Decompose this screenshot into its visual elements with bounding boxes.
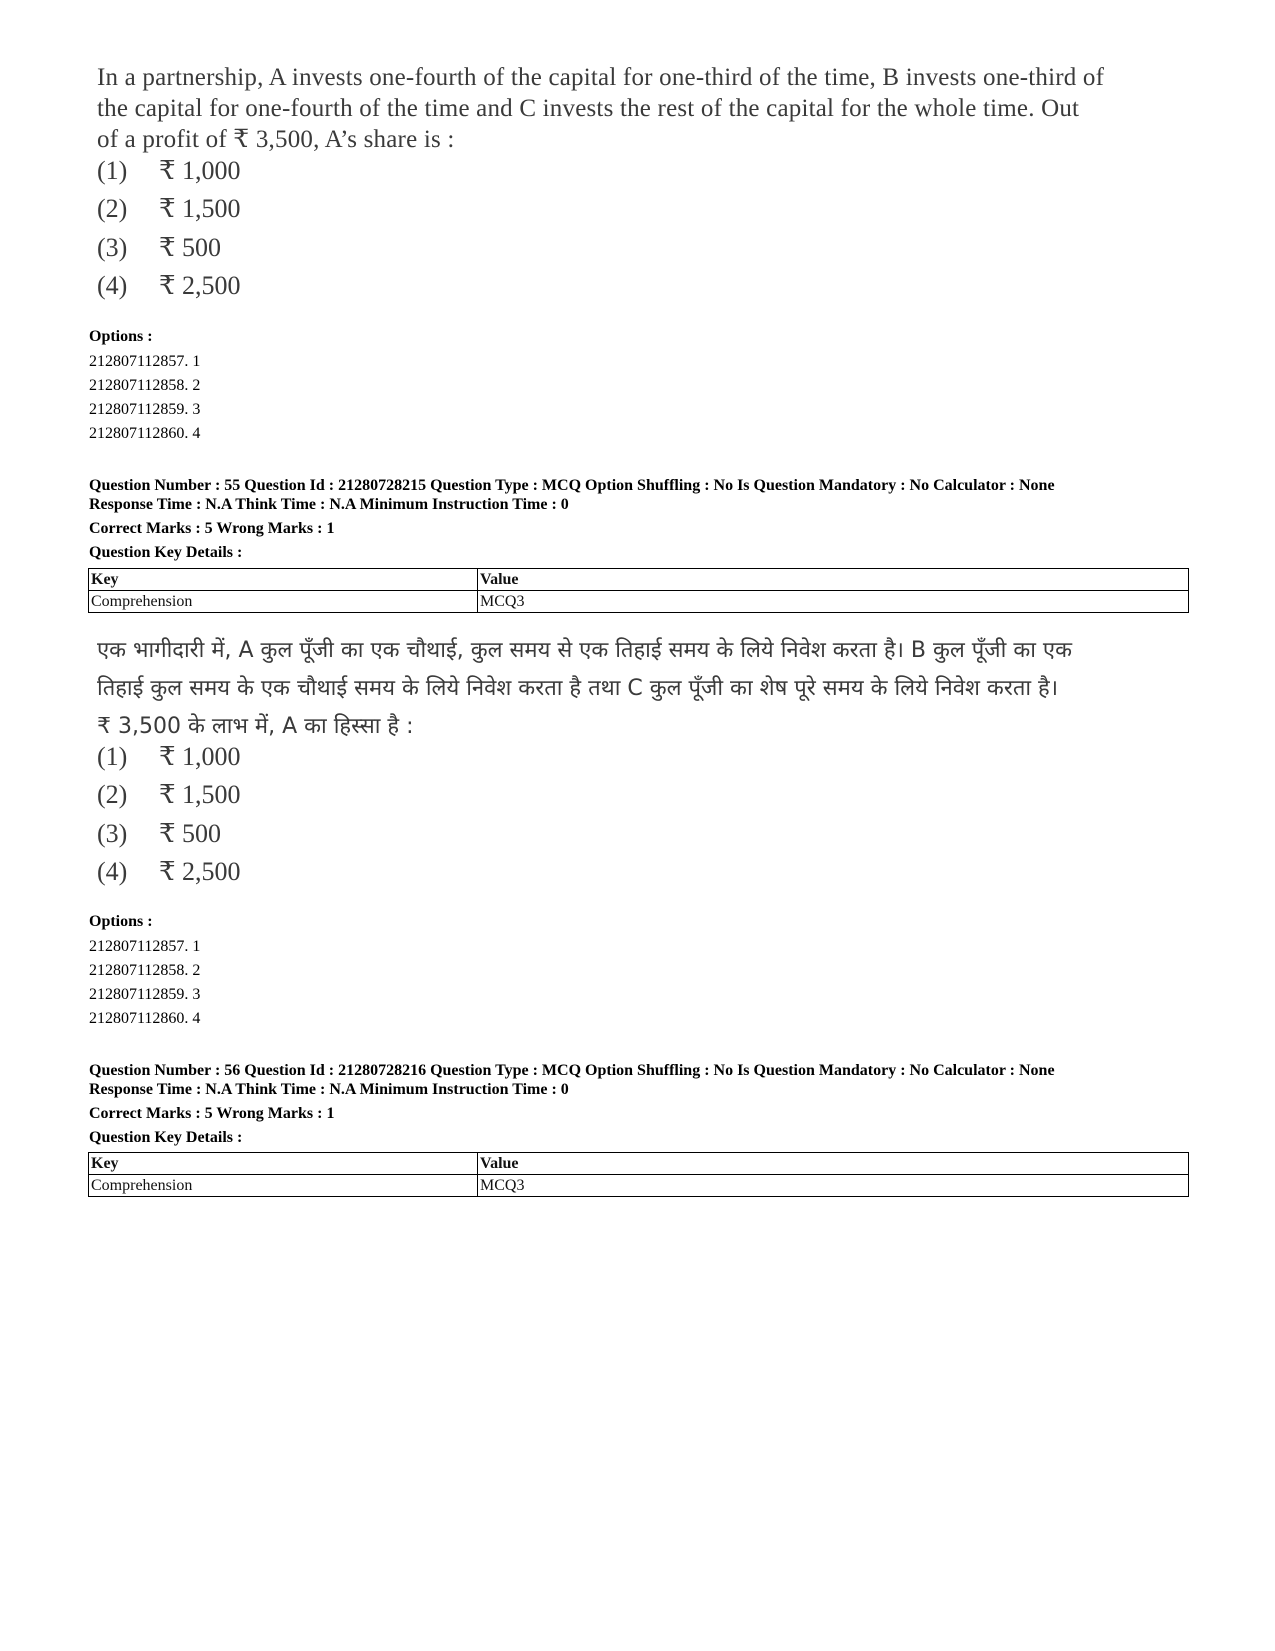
option-item: 212807112857. 1 [89, 938, 201, 955]
option-item: 212807112859. 3 [89, 986, 201, 1003]
option-item: 212807112860. 4 [89, 1010, 201, 1027]
choice-value: ₹ 1,000 [159, 742, 241, 771]
table-header-cell: Key [89, 1153, 478, 1175]
table-cell: Comprehension [89, 591, 478, 613]
question-meta-line: Question Number : 55 Question Id : 21280728215 Question Type : MCQ Option Shuffling : No Is Question Mandatory : No Calculator : None [89, 477, 1055, 494]
option-item: 212807112857. 1 [89, 353, 201, 370]
question-key-details-label: Question Key Details : [89, 544, 243, 561]
table-cell: Comprehension [89, 1175, 478, 1197]
question-line: of a profit of ₹ 3,500, A’s share is : [97, 126, 455, 153]
question-marks: Correct Marks : 5 Wrong Marks : 1 [89, 1105, 335, 1122]
question-text-english [97, 62, 1207, 155]
table-row [89, 1175, 1189, 1197]
key-details-table [88, 1152, 1189, 1197]
question-key-details-label: Question Key Details : [89, 1129, 243, 1146]
choice-number: (1) [97, 742, 128, 771]
option-item: 212807112859. 3 [89, 401, 201, 418]
option-item: 212807112858. 2 [89, 962, 201, 979]
choice-number: (4) [97, 857, 128, 886]
question-text-hindi [97, 632, 1217, 746]
table-header-row [89, 569, 1189, 591]
options-list [89, 935, 200, 1031]
choice-number: (2) [97, 780, 128, 809]
question-line: ₹ 3,500 के लाभ में, A का हिस्सा है : [97, 714, 414, 739]
question-meta-line: Response Time : N.A Think Time : N.A Minimum Instruction Time : 0 [89, 496, 569, 513]
choice-number: (3) [97, 233, 128, 262]
question-line: In a partnership, A invests one-fourth of the capital for one-third of the time, B invests one-third of [97, 64, 1105, 91]
choice-value: ₹ 500 [159, 819, 222, 848]
question-line: the capital for one-fourth of the time and C invests the rest of the capital for the whole time. Out [97, 95, 1080, 122]
question-line: एक भागीदारी में, A कुल पूँजी का एक चौथाई, कुल समय से एक तिहाई समय के लिये निवेश करता है। B कुल पूँजी का एक [97, 638, 1072, 663]
question-meta-line: Response Time : N.A Think Time : N.A Minimum Instruction Time : 0 [89, 1081, 569, 1098]
choice-number: (3) [97, 819, 128, 848]
choice-number: (4) [97, 271, 128, 300]
choice-number: (1) [97, 156, 128, 185]
option-item: 212807112860. 4 [89, 425, 201, 442]
options-heading: Options : [89, 913, 153, 930]
choice-value: ₹ 1,000 [159, 156, 241, 185]
choice-value: ₹ 1,500 [159, 194, 241, 223]
table-cell: MCQ3 [478, 1175, 1189, 1197]
choice-value: ₹ 1,500 [159, 780, 241, 809]
key-details-table [88, 568, 1189, 613]
choice-value: ₹ 500 [159, 233, 222, 262]
table-header-cell: Value [478, 569, 1189, 591]
choice-number: (2) [97, 194, 128, 223]
options-list [89, 350, 200, 446]
table-cell: MCQ3 [478, 591, 1189, 613]
table-header-cell: Value [478, 1153, 1189, 1175]
table-header-cell: Key [89, 569, 478, 591]
question-meta-line: Question Number : 56 Question Id : 21280728216 Question Type : MCQ Option Shuffling : No Is Question Mandatory : No Calculator : None [89, 1062, 1055, 1079]
option-item: 212807112858. 2 [89, 377, 201, 394]
table-header-row [89, 1153, 1189, 1175]
choice-value: ₹ 2,500 [159, 271, 241, 300]
options-heading: Options : [89, 328, 153, 345]
question-marks: Correct Marks : 5 Wrong Marks : 1 [89, 520, 335, 537]
question-line: तिहाई कुल समय के एक चौथाई समय के लिये निवेश करता है तथा C कुल पूँजी का शेष पूरे समय के लिये निवेश करता है। [97, 676, 1059, 701]
choice-value: ₹ 2,500 [159, 857, 241, 886]
table-row [89, 591, 1189, 613]
